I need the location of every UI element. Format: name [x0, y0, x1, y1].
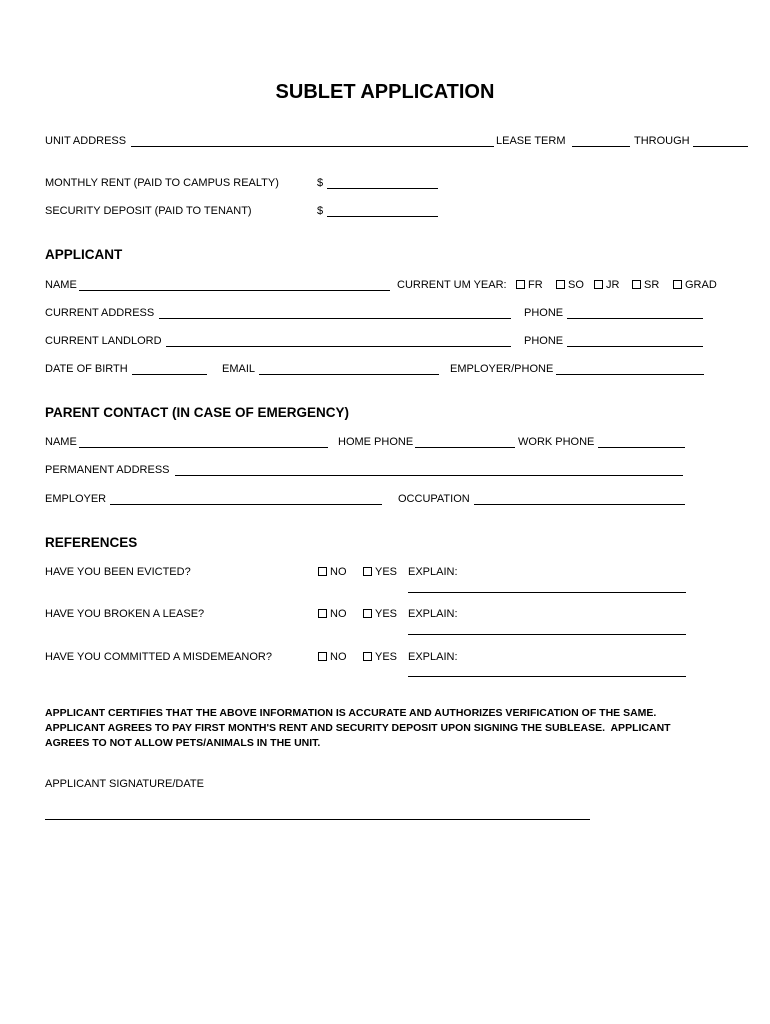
misdemeanor-explain-field[interactable]: [408, 676, 686, 677]
parent-name-field[interactable]: [79, 447, 328, 448]
broken-lease-yes-checkbox[interactable]: [363, 609, 372, 618]
references-heading: REFERENCES: [45, 535, 138, 550]
employer-phone-label: EMPLOYER/PHONE: [450, 363, 554, 375]
unit-address-field[interactable]: [131, 146, 494, 147]
parent-employer-label: EMPLOYER: [45, 493, 107, 505]
evicted-yes-checkbox[interactable]: [363, 567, 372, 576]
evicted-question: HAVE YOU BEEN EVICTED?: [45, 566, 191, 578]
lease-term-label: LEASE TERM: [496, 135, 566, 147]
lease-term-field[interactable]: [572, 146, 630, 147]
evicted-explain-field[interactable]: [408, 592, 686, 593]
email-label: EMAIL: [222, 363, 256, 375]
misdemeanor-no-option[interactable]: NO: [318, 651, 347, 664]
employer-phone-field[interactable]: [556, 374, 704, 375]
applicant-name-field[interactable]: [79, 290, 390, 291]
work-phone-field[interactable]: [598, 447, 685, 448]
permanent-address-field[interactable]: [175, 475, 683, 476]
applicant-phone-field[interactable]: [567, 318, 703, 319]
current-address-label: CURRENT ADDRESS: [45, 307, 155, 319]
email-field[interactable]: [259, 374, 439, 375]
parent-employer-field[interactable]: [110, 504, 382, 505]
checkbox-grad[interactable]: [673, 280, 682, 289]
monthly-rent-dollar-sign: $: [317, 177, 324, 189]
year-option-jr[interactable]: JR: [594, 279, 619, 292]
broken-lease-question: HAVE YOU BROKEN A LEASE?: [45, 608, 205, 620]
page-title: SUBLET APPLICATION: [275, 81, 495, 103]
date-of-birth-field[interactable]: [132, 374, 207, 375]
broken-lease-explain-label: EXPLAIN:: [408, 608, 458, 620]
occupation-field[interactable]: [474, 504, 685, 505]
through-label: THROUGH: [634, 135, 690, 147]
misdemeanor-no-checkbox[interactable]: [318, 652, 327, 661]
work-phone-label: WORK PHONE: [518, 436, 595, 448]
broken-lease-explain-field[interactable]: [408, 634, 686, 635]
evicted-yes-option[interactable]: YES: [363, 566, 397, 579]
certification-line-2: APPLICANT AGREES TO PAY FIRST MONTH'S RENT AND SECURITY DEPOSIT UPON SIGNING THE SUBLEASE. APPLICANT: [45, 722, 671, 734]
year-option-fr[interactable]: FR: [516, 279, 543, 292]
applicant-phone-label: PHONE: [524, 307, 564, 319]
checkbox-jr[interactable]: [594, 280, 603, 289]
broken-lease-yes-option[interactable]: YES: [363, 608, 397, 621]
date-of-birth-label: DATE OF BIRTH: [45, 363, 128, 375]
home-phone-field[interactable]: [415, 447, 515, 448]
parent-contact-heading: PARENT CONTACT (IN CASE OF EMERGENCY): [45, 405, 350, 420]
year-option-sr[interactable]: SR: [632, 279, 659, 292]
evicted-explain-label: EXPLAIN:: [408, 566, 458, 578]
current-landlord-label: CURRENT LANDLORD: [45, 335, 162, 347]
broken-lease-no-option[interactable]: NO: [318, 608, 347, 621]
misdemeanor-yes-checkbox[interactable]: [363, 652, 372, 661]
home-phone-label: HOME PHONE: [338, 436, 414, 448]
security-deposit-field[interactable]: [327, 216, 438, 217]
current-landlord-field[interactable]: [166, 346, 511, 347]
permanent-address-label: PERMANENT ADDRESS: [45, 464, 170, 476]
certification-line-1: APPLICANT CERTIFIES THAT THE ABOVE INFORMATION IS ACCURATE AND AUTHORIZES VERIFICATION OF THE SAME.: [45, 707, 657, 719]
monthly-rent-label: MONTHLY RENT (PAID TO CAMPUS REALTY): [45, 177, 279, 189]
checkbox-fr[interactable]: [516, 280, 525, 289]
parent-name-label: NAME: [45, 436, 77, 448]
checkbox-sr[interactable]: [632, 280, 641, 289]
current-um-year-label: CURRENT UM YEAR:: [397, 279, 507, 291]
year-option-so[interactable]: SO: [556, 279, 584, 292]
security-deposit-dollar-sign: $: [317, 205, 324, 217]
security-deposit-label: SECURITY DEPOSIT (PAID TO TENANT): [45, 205, 252, 217]
landlord-phone-field[interactable]: [567, 346, 703, 347]
misdemeanor-yes-option[interactable]: YES: [363, 651, 397, 664]
evicted-no-option[interactable]: NO: [318, 566, 347, 579]
checkbox-so[interactable]: [556, 280, 565, 289]
landlord-phone-label: PHONE: [524, 335, 564, 347]
year-option-grad[interactable]: GRAD: [673, 279, 717, 292]
signature-date-field[interactable]: [45, 819, 590, 820]
signature-date-label: APPLICANT SIGNATURE/DATE: [45, 778, 204, 790]
evicted-no-checkbox[interactable]: [318, 567, 327, 576]
misdemeanor-question: HAVE YOU COMMITTED A MISDEMEANOR?: [45, 651, 272, 663]
applicant-heading: APPLICANT: [45, 247, 123, 262]
through-field[interactable]: [693, 146, 748, 147]
occupation-label: OCCUPATION: [398, 493, 470, 505]
current-address-field[interactable]: [159, 318, 511, 319]
unit-address-label: UNIT ADDRESS: [45, 135, 127, 147]
monthly-rent-field[interactable]: [327, 188, 438, 189]
applicant-name-label: NAME: [45, 279, 77, 291]
certification-line-3: AGREES TO NOT ALLOW PETS/ANIMALS IN THE UNIT.: [45, 737, 321, 749]
misdemeanor-explain-label: EXPLAIN:: [408, 651, 458, 663]
broken-lease-no-checkbox[interactable]: [318, 609, 327, 618]
